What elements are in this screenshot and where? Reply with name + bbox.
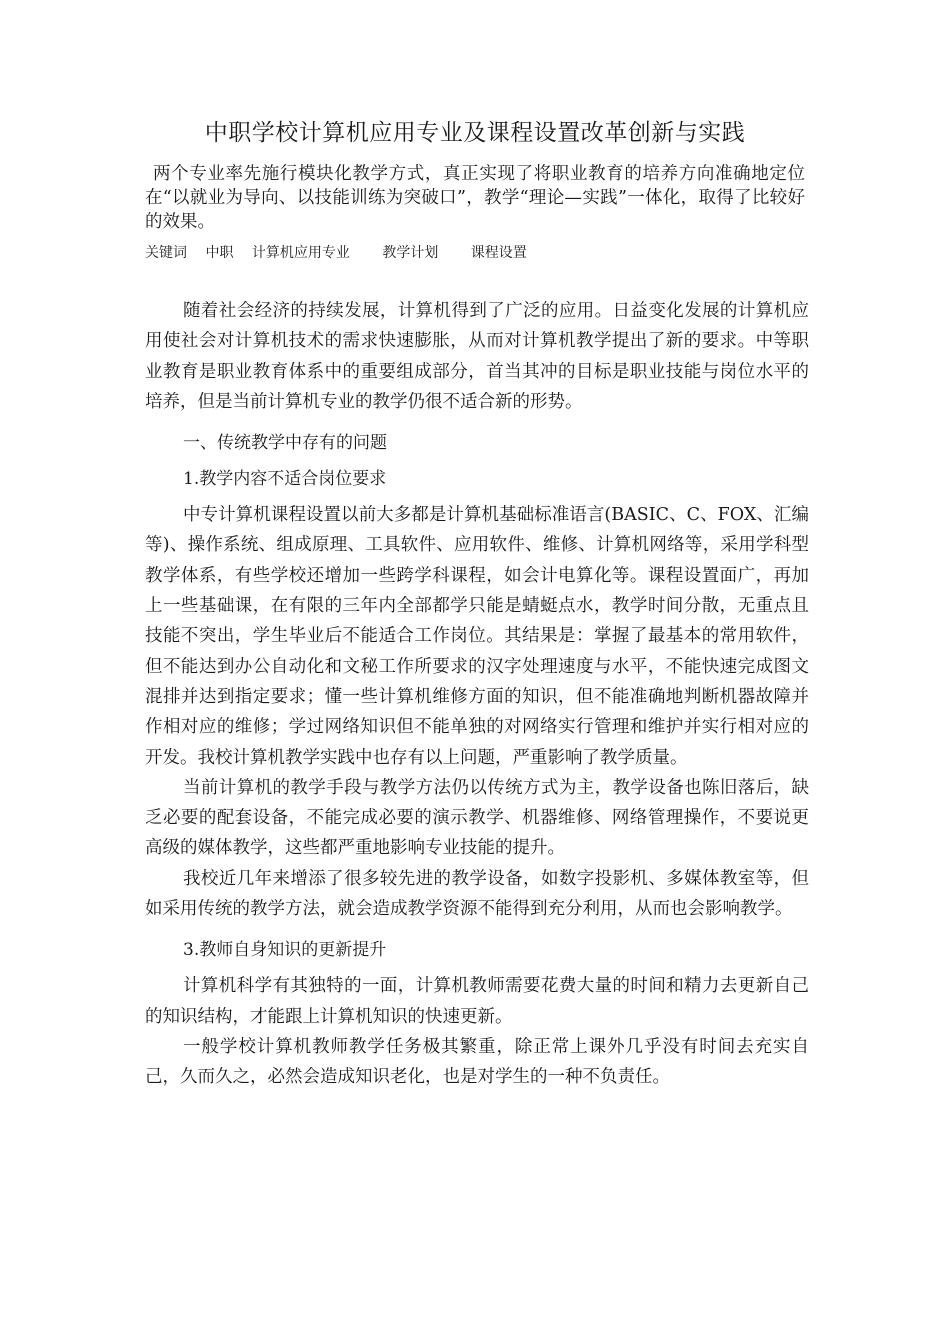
subsection-heading: 1.教学内容不适合岗位要求: [183, 469, 387, 490]
body-paragraph: 我校近几年来增添了很多较先进的教学设备，如数字投影机、多媒体教室等，但如采用传统的教学方法，就会造成教学资源不能得到充分利用，从而也会影响教学。: [145, 868, 809, 920]
body-paragraph: 计算机科学有其独特的一面，计算机教师需要花费大量的时间和精力去更新自己的知识结构，才能跟上计算机知识的快速更新。: [145, 976, 809, 1027]
body-paragraph: 一般学校计算机教师教学任务极其繁重，除正常上课外几乎没有时间去充实自己，久而久之，必然会造成知识老化，也是对学生的一种不负责任。: [145, 1036, 809, 1088]
keywords-line: 关键词 中职 计算机应用专业 教学计划 课程设置: [145, 245, 527, 261]
document-body: [145, 296, 809, 1093]
abstract: 两个专业率先施行模块化教学方式，真正实现了将职业教育的培养方向准确地定位在“以就业为导向、以技能训练为突破口”，教学“理论—实践”一体化，取得了比较好的效果。: [145, 164, 805, 232]
section-heading: 一、传统教学中存有的问题: [183, 433, 387, 454]
body-paragraph: 随着社会经济的持续发展，计算机得到了广泛的应用。日益变化发展的计算机应用使社会对计算机技术的需求快速膨胀，从而对计算机教学提出了新的要求。中等职业教育是职业教育体系中的重要组成部分，首当其冲的目标是职业技能与岗位水平的培养，但是当前计算机专业的教学仍很不适合新的形势。: [145, 301, 809, 412]
subsection-heading: 3.教师自身知识的更新提升: [183, 940, 387, 961]
body-paragraph: 当前计算机的教学手段与教学方法仍以传统方式为主，教学设备也陈旧落后，缺乏必要的配套设备，不能完成必要的演示教学、机器维修、网络管理操作，不要说更高级的媒体教学，这些都严重地影响专业技能的提升。: [145, 777, 809, 859]
body-paragraph: 中专计算机课程设置以前大多都是计算机基础标准语言(BASIC、C、FOX、汇编等)、操作系统、组成原理、工具软件、应用软件、维修、计算机网络等，采用学科型教学体系，有些学校还增加一些跨学科课程，如会计电算化等。课程设置面广，再加上一些基础课，在有限的三年内全部都学只能是蜻蜓点水，教学时间分散，无重点且技能不突出，学生毕业后不能适合工作岗位。其结果是：掌握了最基本的常用软件，但不能达到办公自动化和文秘工作所要求的汉字处理速度与水平，不能快速完成图文混排并达到指定要求；懂一些计算机维修方面的知识，但不能准确地判断机器故障并作相对应的维修；学过网络知识但不能单独的对网络实行管理和维护并实行相对应的开发。我校计算机教学实践中也存有以上问题，严重影响了教学质量。: [145, 505, 809, 768]
document-title: 中职学校计算机应用专业及课程设置改革创新与实践: [204, 120, 746, 146]
